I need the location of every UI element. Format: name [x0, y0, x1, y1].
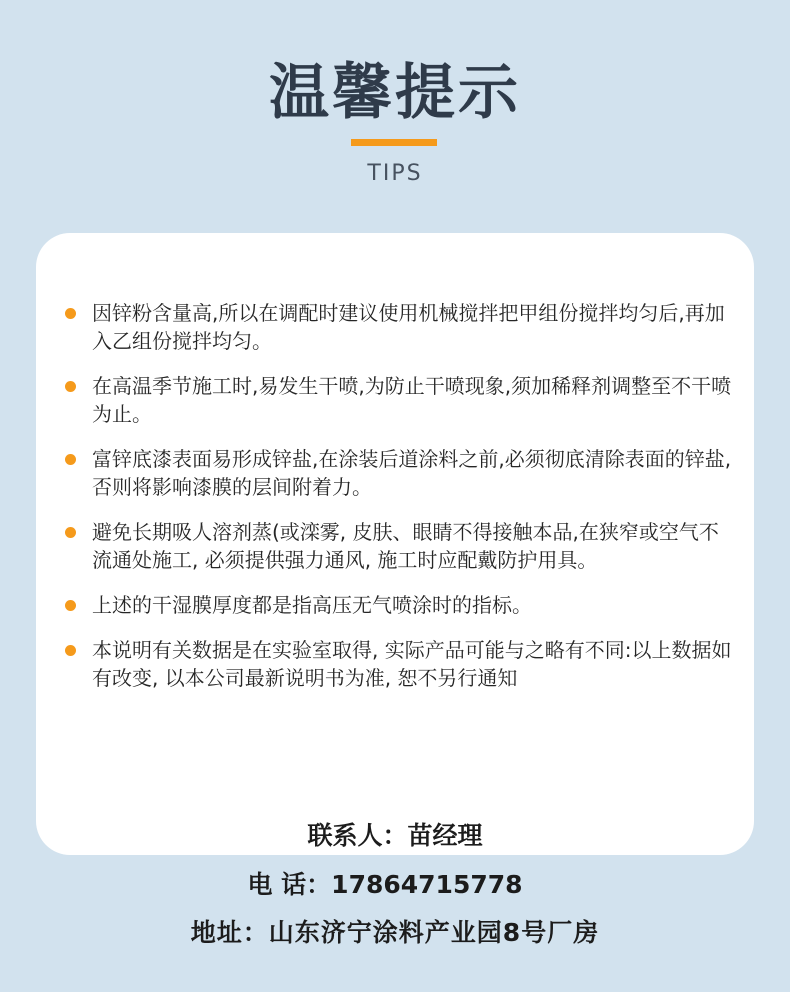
tip-text: 上述的干湿膜厚度都是指高压无气喷涂时的指标。 [92, 593, 532, 617]
tips-card [36, 233, 754, 855]
contact-address: 地址：山东济宁涂料产业园8号厂房 [190, 918, 600, 947]
bullet-dot-icon [65, 645, 76, 656]
tip-item [36, 518, 754, 574]
tip-item [36, 636, 754, 692]
tips-list [36, 299, 754, 709]
bullet-dot-icon [65, 600, 76, 611]
tip-text: 因锌粉含量高,所以在调配时建议使用机械搅拌把甲组份搅拌均匀后,再加入乙组份搅拌均匀。 [92, 301, 725, 353]
bullet-dot-icon [65, 308, 76, 319]
tip-text: 富锌底漆表面易形成锌盐,在涂装后道涂料之前,必须彻底清除表面的锌盐,否则将影响漆膜的层间附着力。 [92, 447, 732, 499]
tip-text: 避免长期吸人溶剂蒸(或滦雾, 皮肤、眼睛不得接触本品,在狭窄或空气不流通处施工, 必须提供强力通风, 施工时应配戴防护用具。 [92, 520, 719, 572]
bullet-dot-icon [65, 454, 76, 465]
tip-item [36, 591, 754, 619]
bullet-dot-icon [65, 381, 76, 392]
tip-item [36, 445, 754, 501]
bullet-dot-icon [65, 527, 76, 538]
tip-text: 本说明有关数据是在实验室取得, 实际产品可能与之略有不同:以上数据如有改变, 以本公司最新说明书为准, 恕不另行通知 [92, 638, 732, 690]
page-subtitle: TIPS [367, 161, 423, 186]
tip-item [36, 372, 754, 428]
contact-person: 联系人：苗经理 [307, 821, 483, 850]
tip-item [36, 299, 754, 355]
contact-phone: 电 话：17864715778 [247, 870, 523, 899]
title-accent-bar [351, 139, 437, 146]
page-title: 温馨提示 [269, 58, 521, 128]
tip-text: 在高温季节施工时,易发生干喷,为防止干喷现象,须加稀释剂调整至不干喷为止。 [92, 374, 732, 426]
